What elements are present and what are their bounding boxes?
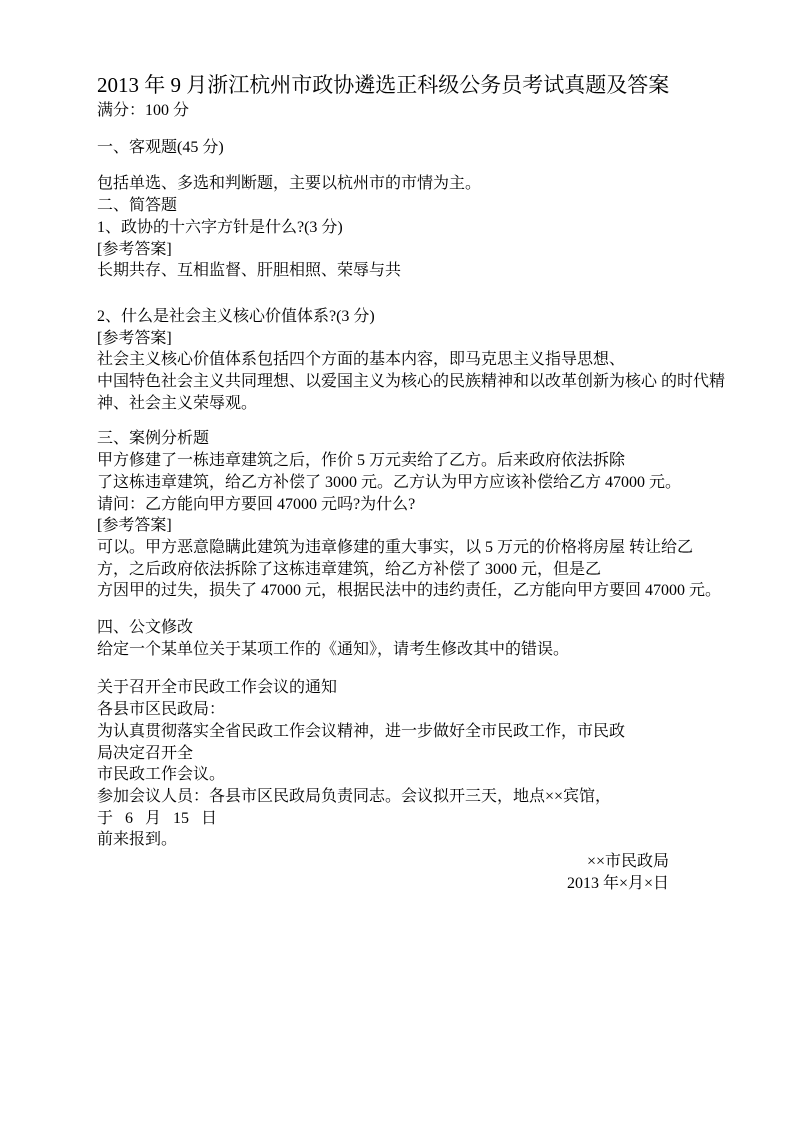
section1-heading: 一、客观题(45 分) [97, 138, 224, 156]
section4-desc: 给定一个某单位关于某项工作的《通知》，请考生修改其中的错误。 [97, 640, 570, 658]
case-line: 了这栋违章建筑，给乙方补偿了 3000 元。乙方认为甲方应该补偿给乙方 47000 元。 [97, 473, 682, 491]
notice-body-line: 为认真贯彻落实全省民政工作会议精神，进一步做好全市民政工作，市民政 [97, 722, 626, 740]
notice-title: 关于召开全市民政工作会议的通知 [97, 679, 338, 697]
notice-body-line: 市民政工作会议。 [97, 766, 226, 784]
spacer [97, 602, 697, 617]
section4-heading: 四、公文修改 [97, 619, 194, 637]
spacer [97, 158, 697, 173]
answer-2-line: 神、社会主义荣辱观。 [97, 394, 258, 412]
section1-desc: 包括单选、多选和判断题，主要以杭州市的市情为主。 [97, 175, 482, 193]
case-line: 甲方修建了一栋违章建筑之后，作价 5 万元卖给了乙方。后来政府依法拆除 [97, 452, 626, 470]
notice-salutation: 各县市区民政局： [97, 701, 226, 719]
notice-body-line: 前来报到。 [97, 831, 178, 849]
section2-heading: 二、简答题 [97, 197, 178, 215]
case-answer-line: 方，之后政府依法拆除了这栋违章建筑，给乙方补偿了 3000 元，但是乙 [97, 560, 602, 578]
question-2: 2、什么是社会主义核心价值体系?(3 分) [97, 307, 375, 325]
case-answer-line: 可以。甲方恶意隐瞒此建筑为违章修建的重大事实，以 5 万元的价格将房屋 转让给乙 [97, 538, 694, 556]
case-answer-line: 方因甲的过失，损失了 47000 元，根据民法中的违约责任，乙方能向甲方要回 47000 元。 [97, 582, 722, 600]
answer-2-line: 社会主义核心价值体系包括四个方面的基本内容，即马克思主义指导思想、 [97, 351, 626, 369]
doc-title: 2013 年 9 月浙江杭州市政协遴选正科级公务员考试真题及答案 [97, 73, 670, 97]
question-1: 1、政协的十六字方针是什么?(3 分) [97, 218, 343, 236]
notice-body-line: 局决定召开全 [97, 744, 194, 762]
notice-date: 2013 年×月×日 [566, 874, 669, 892]
spacer [97, 282, 697, 306]
notice-body-line: 参加会议人员：各县市区民政局负责同志。会议拟开三天，地点××宾馆， [97, 787, 612, 805]
case-question: 请问：乙方能向甲方要回 47000 元吗?为什么? [97, 495, 416, 513]
notice-signature: ××市民政局 [586, 853, 669, 871]
spacer [97, 414, 697, 428]
case-answer-label: [参考答案] [97, 517, 172, 535]
spacer [97, 660, 697, 677]
answer-1: 长期共存、互相监督、肝胆相照、荣辱与共 [97, 262, 402, 280]
answer-2-line: 中国特色社会主义共同理想、以爱国主义为核心的民族精神和以改革创新为核心 的时代精 [97, 373, 726, 391]
full-score-line: 满分：100 分 [97, 102, 190, 119]
answer-label-1: [参考答案] [97, 240, 172, 258]
notice-body-line: 于 6 月 15 日 [97, 809, 218, 827]
answer-label-2: [参考答案] [97, 329, 172, 347]
spacer [97, 122, 697, 137]
section3-heading: 三、案例分析题 [97, 430, 210, 448]
